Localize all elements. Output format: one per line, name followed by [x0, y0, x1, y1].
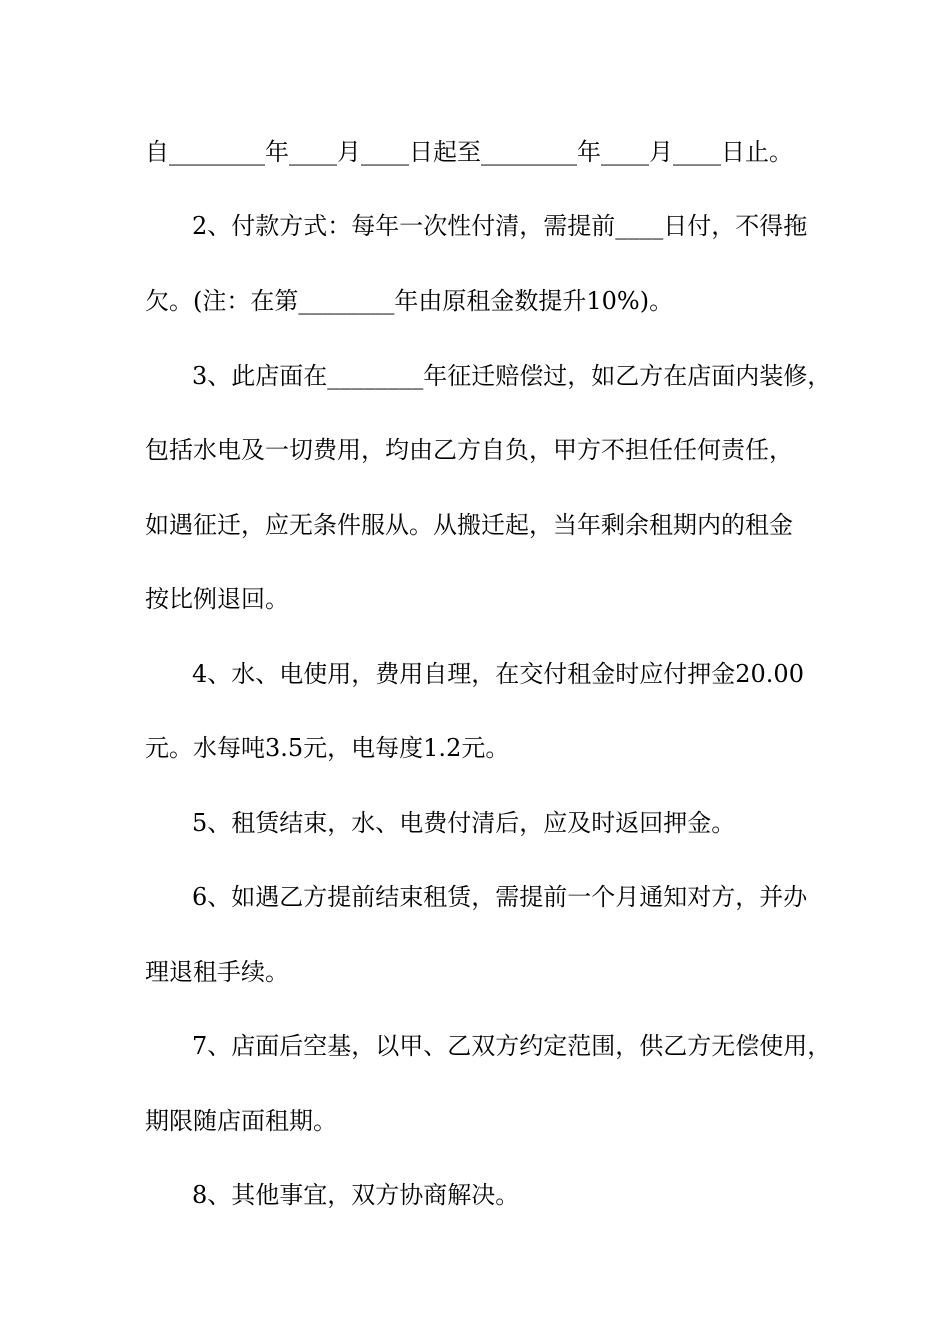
clause-7-line-1: 7、店面后空基，以甲、乙双方约定范围，供乙方无偿使用， [192, 1032, 832, 1060]
clause-6-line-1: 6、如遇乙方提前结束租赁，需提前一个月通知对方，并办 [192, 883, 808, 911]
clause-4-line-1: 4、水、电使用，费用自理，在交付租金时应付押金20.00 [192, 660, 804, 688]
clause-2-line-2: 欠。(注：在第________年由原租金数提升10%)。 [145, 287, 674, 315]
clause-3-line-3: 如遇征迁，应无条件服从。从搬迁起，当年剩余租期内的租金 [145, 511, 793, 539]
clause-6-line-2: 理退租手续。 [145, 958, 289, 986]
clause-3-line-1: 3、此店面在________年征迁赔偿过，如乙方在店面内装修， [192, 362, 832, 390]
clause-2-line-1: 2、付款方式：每年一次性付清，需提前____日付，不得拖 [192, 212, 808, 240]
clause-5-line-1: 5、租赁结束，水、电费付清后，应及时返回押金。 [192, 809, 736, 837]
clause-8-line-1: 8、其他事宜，双方协商解决。 [192, 1181, 520, 1209]
text-line-date-range: 自________年____月____日起至________年____月____日止。 [145, 138, 793, 166]
clause-3-line-2: 包括水电及一切费用，均由乙方自负，甲方不担任任何责任， [145, 436, 793, 464]
clause-7-line-2: 期限随店面租期。 [145, 1107, 337, 1135]
clause-4-line-2: 元。水每吨3.5元，电每度1.2元。 [145, 734, 510, 762]
clause-3-line-4: 按比例退回。 [145, 585, 289, 613]
